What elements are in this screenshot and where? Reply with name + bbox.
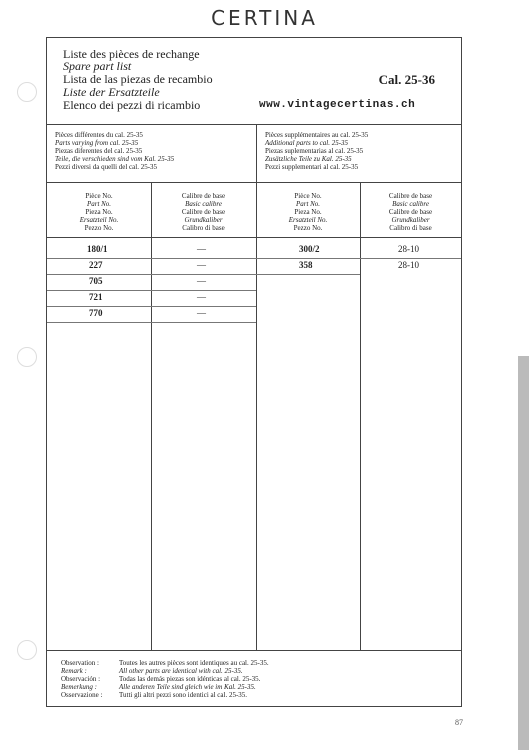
column-header-base-right: Calibre de base Basic calibre Calibre de base Grundkaliber Calibro di base bbox=[388, 192, 433, 232]
binder-hole bbox=[17, 82, 37, 102]
table-row-base: 28-10 bbox=[398, 260, 419, 270]
title-it: Elenco dei pezzi di ricambio bbox=[63, 98, 201, 112]
table-row-base: — bbox=[197, 292, 206, 302]
column-header-base-left: Calibre de base Basic calibre Calibre de base Grundkaliber Calibro di base bbox=[181, 192, 226, 232]
table-row-base: 28-10 bbox=[398, 244, 419, 254]
row-line bbox=[47, 258, 256, 259]
table-row-part: 721 bbox=[89, 292, 103, 302]
row-line bbox=[47, 290, 256, 291]
divider bbox=[47, 650, 461, 651]
observation-note: Observation : Toutes les autres pièces sont identiques au cal. 25-35. Remark : All other parts are identical with cal. 25-35. Observación : Todas las demás piezas son idénticas al cal. 25-35. Bemerkung : Alle anderen Teile sind gleich wie im Kal. 25-35. Osservazione : Tutti gli altri pezzi sono identici al cal. 25-35. bbox=[61, 659, 269, 699]
divider bbox=[47, 182, 461, 183]
page-edge-shadow bbox=[518, 356, 529, 750]
page-number: 87 bbox=[455, 718, 463, 727]
brand-logo: CERTINA bbox=[211, 6, 318, 30]
title-es: Lista de las piezas de recambio bbox=[63, 72, 213, 86]
table-row-part: 180/1 bbox=[87, 244, 108, 254]
different-parts-heading: Pièces différentes du cal. 25-35 Parts varying from cal. 25-35 Piezas diferentes del cal. 25-35 Teile, die verschieden sind vom Kal. 25-35 Pezzi diversi da quelli del cal. 25-35 bbox=[55, 131, 175, 171]
binder-hole bbox=[17, 347, 37, 367]
table-row-part: 227 bbox=[89, 260, 103, 270]
table-row-base: — bbox=[197, 260, 206, 270]
row-line bbox=[47, 322, 256, 323]
row-line bbox=[47, 274, 256, 275]
table-row-base: — bbox=[197, 244, 206, 254]
row-line bbox=[256, 258, 461, 259]
title-fr: Liste des pièces de rechange bbox=[63, 47, 200, 61]
column-header-part-right: Pièce No. Part No. Pieza No. Ersatzteil No. Pezzo No. bbox=[288, 192, 328, 232]
table-row-base: — bbox=[197, 276, 206, 286]
table-row-part: 705 bbox=[89, 276, 103, 286]
row-line bbox=[256, 274, 360, 275]
title-en: Spare part list bbox=[63, 59, 132, 73]
row-line bbox=[47, 306, 256, 307]
divider bbox=[47, 237, 461, 238]
table-row-base: — bbox=[197, 308, 206, 318]
column-header-part-left: Pièce No. Part No. Pieza No. Ersatzteil No. Pezzo No. bbox=[79, 192, 119, 232]
caliber-number: Cal. 25-36 bbox=[378, 72, 435, 87]
table-row-part: 300/2 bbox=[299, 244, 320, 254]
table-row-part: 358 bbox=[299, 260, 313, 270]
binder-hole bbox=[17, 640, 37, 660]
column-divider bbox=[151, 182, 152, 650]
column-divider bbox=[360, 182, 361, 650]
supplementary-parts-heading: Pièces supplémentaires au cal. 25-35 Additional parts to cal. 25-35 Piezas suplementarias al cal. 25-35 Zusätzliche Teile zu Kal. 25-35 Pezzi supplementari al cal. 25-35 bbox=[265, 131, 369, 171]
header-block bbox=[47, 38, 461, 125]
table-row-part: 770 bbox=[89, 308, 103, 318]
title-de: Liste der Ersatzteile bbox=[63, 85, 160, 99]
parts-list-frame bbox=[46, 37, 462, 707]
website-url: www.vintagecertinas.ch bbox=[259, 99, 416, 111]
